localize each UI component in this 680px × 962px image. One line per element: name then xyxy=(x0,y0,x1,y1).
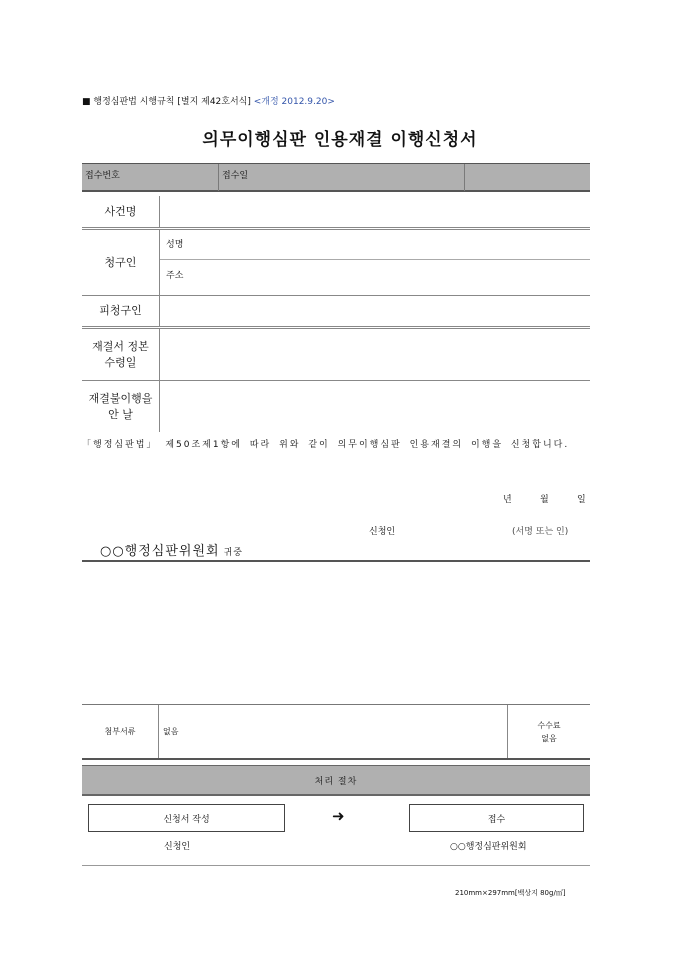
fee-value: 없음 xyxy=(541,733,557,743)
case-name-label: 사건명 xyxy=(82,196,160,227)
procedure-header: 처리 절차 xyxy=(82,765,590,796)
applicant-label: 신청인 xyxy=(369,527,396,537)
attachments-row xyxy=(82,704,590,760)
attachments-value: 없음 xyxy=(159,705,508,758)
step-receipt: 접수 xyxy=(409,804,584,832)
claimant-address-label: 주소 xyxy=(166,271,184,281)
step-write-application: 신청서 작성 xyxy=(88,804,285,832)
fee-label: 수수료 xyxy=(537,720,561,730)
fee-cell xyxy=(508,705,590,758)
nonperformance-label: 재결불이행을 안 날 xyxy=(82,381,160,432)
step-actor-committee: ○○행정심판위원회 xyxy=(450,842,527,852)
reception-band xyxy=(82,163,590,192)
claimant-name-field[interactable] xyxy=(160,230,590,260)
section-divider xyxy=(82,560,590,562)
right-arrow-icon: ➜ xyxy=(332,807,345,825)
claimant-name-label: 성명 xyxy=(166,240,184,250)
claimant-fields xyxy=(160,230,590,295)
reception-extra-cell xyxy=(465,164,590,191)
application-form xyxy=(82,196,590,432)
attachments-label: 첨부서류 xyxy=(82,705,159,758)
date-day[interactable]: 일 xyxy=(577,495,586,505)
case-name-field[interactable] xyxy=(160,196,590,227)
respondent-label: 피청구인 xyxy=(82,296,160,326)
law-reference-text: 행정심판법 시행규칙 [별지 제42호서식] xyxy=(93,97,251,107)
decision-received-row xyxy=(82,329,590,381)
decision-received-field[interactable] xyxy=(160,329,590,380)
revision-date: <개정 2012.9.20> xyxy=(253,97,335,107)
reception-number-label: 접수번호 xyxy=(85,171,120,181)
step-actor-applicant: 신청인 xyxy=(164,842,191,852)
committee-name: ○○행정심판위원회 xyxy=(100,544,220,559)
paper-spec: 210mm×297mm[백상지 80g/㎡] xyxy=(455,889,566,897)
nonperformance-row xyxy=(82,381,590,432)
addressee-suffix: 귀중 xyxy=(223,548,243,558)
respondent-row xyxy=(82,296,590,329)
reception-date-label: 접수일 xyxy=(222,171,249,181)
claimant-row xyxy=(82,230,590,296)
date-year[interactable]: 년 xyxy=(503,495,512,505)
case-name-row xyxy=(82,196,590,230)
addressee xyxy=(100,540,243,559)
signature-hint[interactable]: (서명 또는 인) xyxy=(512,527,569,537)
claimant-label: 청구인 xyxy=(82,230,160,295)
bottom-divider xyxy=(82,865,590,866)
form-title: 의무이행심판 인용재결 이행신청서 xyxy=(202,130,478,150)
date-month[interactable]: 월 xyxy=(540,495,549,505)
decision-received-label: 재결서 정본 수령일 xyxy=(82,329,160,380)
declaration-text: 「행정심판법」 제50조제1항에 따라 위와 같이 의무이행심판 인용재결의 이행을 신청합니다. xyxy=(82,440,570,450)
respondent-field[interactable] xyxy=(160,296,590,326)
square-marker: ■ xyxy=(82,97,91,107)
claimant-address-field[interactable] xyxy=(160,260,590,290)
reception-date-cell[interactable] xyxy=(219,164,465,191)
nonperformance-field[interactable] xyxy=(160,381,590,432)
law-reference xyxy=(82,94,335,107)
reception-number-cell[interactable] xyxy=(82,164,219,191)
